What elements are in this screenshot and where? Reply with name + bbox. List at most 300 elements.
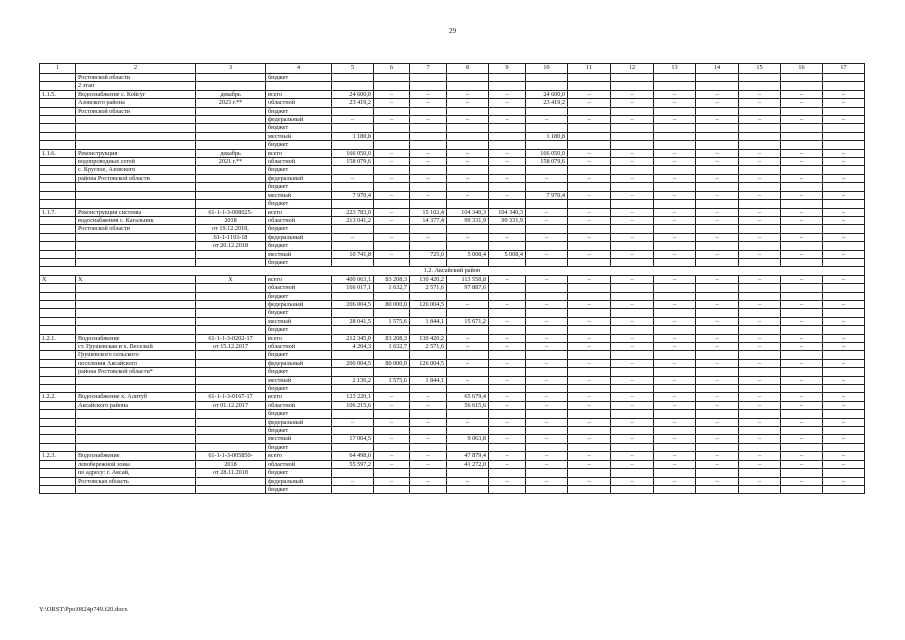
budget-source-cell: бюджет (266, 107, 332, 115)
table-row (40, 376, 865, 384)
amount-cell: – (739, 300, 781, 308)
amount-cell (568, 326, 611, 334)
document-ref-cell: 61-1-1-3-0202-17 (196, 334, 266, 342)
budget-source-cell: местный (266, 317, 332, 325)
amount-cell (374, 225, 410, 233)
amount-cell: – (489, 334, 526, 342)
table-row (40, 107, 865, 115)
amount-cell (568, 292, 611, 300)
document-ref-cell (196, 292, 266, 300)
amount-cell (654, 385, 696, 393)
amount-cell (611, 183, 654, 191)
amount-cell (781, 284, 823, 292)
item-number-cell (40, 284, 76, 292)
column-number-cell: 1 (40, 64, 76, 74)
document-ref-cell: 61-1-1-3-005850- (196, 452, 266, 460)
table-row (40, 116, 865, 124)
item-number-cell (40, 99, 76, 107)
amount-cell: – (654, 149, 696, 157)
amount-cell: – (739, 452, 781, 460)
amount-cell (611, 141, 654, 149)
document-ref-cell (196, 427, 266, 435)
budget-source-cell: всего (266, 275, 332, 283)
amount-cell (374, 183, 410, 191)
amount-cell (739, 200, 781, 208)
amount-cell: – (489, 393, 526, 401)
amount-cell (823, 385, 865, 393)
amount-cell: – (696, 435, 739, 443)
budget-source-cell: федеральный (266, 116, 332, 124)
amount-cell: – (696, 317, 739, 325)
object-name-cell (76, 242, 196, 250)
item-number-cell (40, 233, 76, 241)
amount-cell: – (739, 99, 781, 107)
amount-cell (739, 284, 781, 292)
amount-cell: – (611, 359, 654, 367)
amount-cell (568, 166, 611, 174)
amount-cell: – (654, 158, 696, 166)
amount-cell: – (489, 99, 526, 107)
amount-cell (410, 410, 447, 418)
amount-cell (654, 427, 696, 435)
amount-cell (654, 124, 696, 132)
amount-cell: – (611, 116, 654, 124)
amount-cell: – (654, 452, 696, 460)
amount-cell (374, 82, 410, 90)
amount-cell (696, 469, 739, 477)
amount-cell (568, 427, 611, 435)
amount-cell (489, 183, 526, 191)
amount-cell (374, 469, 410, 477)
budget-source-cell: бюджет (266, 292, 332, 300)
item-number-cell: 1.2.3. (40, 452, 76, 460)
item-number-cell (40, 401, 76, 409)
amount-cell: – (489, 149, 526, 157)
amount-cell: 1 844,1 (410, 317, 447, 325)
amount-cell: – (489, 275, 526, 283)
column-number-cell: 8 (447, 64, 489, 74)
amount-cell (447, 124, 489, 132)
amount-cell: – (611, 401, 654, 409)
amount-cell (410, 141, 447, 149)
amount-cell: – (489, 343, 526, 351)
table-row (40, 292, 865, 300)
amount-cell (489, 284, 526, 292)
amount-cell (489, 124, 526, 132)
document-ref-cell: от 20.12.2018 (196, 242, 266, 250)
amount-cell (696, 183, 739, 191)
amount-cell: – (781, 418, 823, 426)
object-name-cell (76, 132, 196, 140)
amount-cell: – (526, 376, 568, 384)
amount-cell: – (489, 90, 526, 98)
amount-cell (332, 292, 374, 300)
amount-cell (410, 309, 447, 317)
object-name-cell (76, 258, 196, 266)
amount-cell: – (781, 116, 823, 124)
amount-cell: – (823, 452, 865, 460)
amount-cell: – (447, 334, 489, 342)
amount-cell: 24 600,0 (332, 90, 374, 98)
amount-cell: – (611, 418, 654, 426)
amount-cell (374, 443, 410, 451)
document-ref-cell (196, 183, 266, 191)
amount-cell (611, 166, 654, 174)
item-number-cell (40, 82, 76, 90)
item-number-cell (40, 225, 76, 233)
amount-cell: – (654, 317, 696, 325)
amount-cell: – (739, 216, 781, 224)
amount-cell: – (739, 376, 781, 384)
amount-cell (611, 427, 654, 435)
amount-cell: – (739, 158, 781, 166)
item-number-cell: 1.1.6. (40, 149, 76, 157)
budget-source-cell: бюджет (266, 258, 332, 266)
document-ref-cell (196, 200, 266, 208)
amount-cell: – (739, 418, 781, 426)
amount-cell (447, 258, 489, 266)
amount-cell: – (823, 250, 865, 258)
amount-cell: 1 180,8 (526, 132, 568, 140)
amount-cell: – (447, 300, 489, 308)
document-ref-cell: Х (196, 275, 266, 283)
amount-cell (568, 132, 611, 140)
amount-cell (447, 166, 489, 174)
amount-cell: – (526, 477, 568, 485)
amount-cell (611, 284, 654, 292)
amount-cell (611, 225, 654, 233)
amount-cell (823, 132, 865, 140)
object-name-cell: Водоснабжение с. Койсуг (76, 90, 196, 98)
amount-cell: – (447, 418, 489, 426)
amount-cell: – (781, 233, 823, 241)
amount-cell (410, 166, 447, 174)
amount-cell: – (568, 275, 611, 283)
amount-cell (781, 485, 823, 493)
amount-cell: 28 041,5 (332, 317, 374, 325)
amount-cell: – (654, 435, 696, 443)
amount-cell: – (823, 317, 865, 325)
budget-source-cell: бюджет (266, 410, 332, 418)
table-row (40, 443, 865, 451)
amount-cell: – (739, 317, 781, 325)
document-ref-cell (196, 443, 266, 451)
item-number-cell (40, 116, 76, 124)
amount-cell: – (654, 393, 696, 401)
amount-cell (410, 485, 447, 493)
amount-cell (332, 351, 374, 359)
amount-cell (410, 242, 447, 250)
amount-cell (696, 258, 739, 266)
amount-cell: 113 558,8 (447, 275, 489, 283)
amount-cell (739, 74, 781, 82)
amount-cell (526, 351, 568, 359)
budget-source-cell: бюджет (266, 166, 332, 174)
amount-cell: – (410, 418, 447, 426)
item-number-cell (40, 326, 76, 334)
amount-cell (823, 124, 865, 132)
amount-cell (410, 107, 447, 115)
amount-cell: – (526, 334, 568, 342)
amount-cell (526, 368, 568, 376)
item-number-cell (40, 191, 76, 199)
object-name-cell (76, 200, 196, 208)
amount-cell: – (823, 393, 865, 401)
amount-cell: – (447, 90, 489, 98)
amount-cell (374, 368, 410, 376)
table-row (40, 158, 865, 166)
amount-cell (611, 292, 654, 300)
amount-cell: – (489, 359, 526, 367)
amount-cell (332, 410, 374, 418)
document-ref-cell: 2018 (196, 216, 266, 224)
amount-cell (654, 469, 696, 477)
amount-cell: – (568, 99, 611, 107)
amount-cell: – (739, 477, 781, 485)
item-number-cell (40, 418, 76, 426)
amount-cell: 24 600,0 (526, 90, 568, 98)
table-row (40, 410, 865, 418)
column-number-cell: 5 (332, 64, 374, 74)
item-number-cell (40, 351, 76, 359)
amount-cell (739, 132, 781, 140)
amount-cell: 126 004,5 (410, 359, 447, 367)
amount-cell: – (526, 216, 568, 224)
column-number-cell: 11 (568, 64, 611, 74)
amount-cell (654, 166, 696, 174)
amount-cell: – (611, 334, 654, 342)
amount-cell: – (374, 435, 410, 443)
amount-cell (739, 326, 781, 334)
amount-cell: – (696, 158, 739, 166)
amount-cell (526, 284, 568, 292)
budget-source-cell: областной (266, 284, 332, 292)
amount-cell: 83 208,3 (374, 275, 410, 283)
amount-cell (781, 292, 823, 300)
amount-cell: – (696, 275, 739, 283)
amount-cell (696, 443, 739, 451)
amount-cell (526, 124, 568, 132)
budget-source-cell: областной (266, 158, 332, 166)
budget-source-cell: бюджет (266, 225, 332, 233)
amount-cell (447, 309, 489, 317)
item-number-cell (40, 410, 76, 418)
amount-cell: 104 340,3 (447, 208, 489, 216)
amount-cell (611, 242, 654, 250)
amount-cell (823, 443, 865, 451)
amount-cell: – (611, 477, 654, 485)
amount-cell (332, 200, 374, 208)
amount-cell (739, 107, 781, 115)
item-number-cell (40, 141, 76, 149)
amount-cell: – (568, 401, 611, 409)
object-name-cell (76, 385, 196, 393)
table-row (40, 258, 865, 266)
object-name-cell: Грушевского сельского (76, 351, 196, 359)
object-name-cell (76, 250, 196, 258)
amount-cell: – (696, 300, 739, 308)
budget-source-cell: местный (266, 191, 332, 199)
amount-cell (781, 124, 823, 132)
item-number-cell (40, 460, 76, 468)
amount-cell (781, 107, 823, 115)
table-row (40, 132, 865, 140)
amount-cell (374, 107, 410, 115)
item-number-cell (40, 376, 76, 384)
amount-cell: – (526, 174, 568, 182)
amount-cell (696, 410, 739, 418)
amount-cell (568, 242, 611, 250)
amount-cell (374, 326, 410, 334)
item-number-cell (40, 309, 76, 317)
amount-cell: – (739, 435, 781, 443)
amount-cell: 47 879,4 (447, 452, 489, 460)
table-row (40, 284, 865, 292)
column-number-cell: 6 (374, 64, 410, 74)
amount-cell: 80 000,0 (374, 300, 410, 308)
amount-cell (781, 427, 823, 435)
amount-cell: 158 079,6 (526, 158, 568, 166)
amount-cell: – (781, 452, 823, 460)
item-number-cell (40, 124, 76, 132)
amount-cell (611, 326, 654, 334)
amount-cell (823, 485, 865, 493)
amount-cell (447, 443, 489, 451)
amount-cell (526, 309, 568, 317)
amount-cell: – (526, 359, 568, 367)
amount-cell (489, 242, 526, 250)
object-name-cell: района Ростовской области (76, 174, 196, 182)
amount-cell (568, 107, 611, 115)
amount-cell (654, 443, 696, 451)
amount-cell (611, 443, 654, 451)
amount-cell: – (781, 477, 823, 485)
amount-cell: – (781, 208, 823, 216)
amount-cell: – (489, 418, 526, 426)
amount-cell (332, 74, 374, 82)
amount-cell: – (374, 216, 410, 224)
amount-cell (332, 225, 374, 233)
amount-cell: 725,0 (410, 250, 447, 258)
amount-cell (332, 107, 374, 115)
amount-cell: – (781, 149, 823, 157)
amount-cell: – (489, 191, 526, 199)
amount-cell: 99 331,9 (489, 216, 526, 224)
amount-cell (526, 443, 568, 451)
amount-cell (781, 183, 823, 191)
amount-cell: – (568, 452, 611, 460)
amount-cell (739, 469, 781, 477)
amount-cell: 166 050,0 (526, 149, 568, 157)
amount-cell: 126 004,5 (410, 300, 447, 308)
amount-cell: 41 272,0 (447, 460, 489, 468)
amount-cell: – (374, 477, 410, 485)
amount-cell: – (611, 174, 654, 182)
amount-cell (374, 427, 410, 435)
budget-source-cell: областной (266, 99, 332, 107)
amount-cell: – (823, 477, 865, 485)
amount-cell: – (410, 435, 447, 443)
amount-cell: 15 671,2 (447, 317, 489, 325)
amount-cell (332, 385, 374, 393)
amount-cell: – (374, 158, 410, 166)
amount-cell: – (739, 208, 781, 216)
amount-cell: 23 419,2 (332, 99, 374, 107)
amount-cell: 106 215,6 (332, 401, 374, 409)
object-name-cell (76, 376, 196, 384)
object-name-cell (76, 309, 196, 317)
object-name-cell: Водоснабжение х. Алитуб (76, 393, 196, 401)
amount-cell (489, 410, 526, 418)
amount-cell: 80 000,0 (374, 359, 410, 367)
amount-cell (489, 469, 526, 477)
amount-cell (739, 485, 781, 493)
budget-source-cell: бюджет (266, 200, 332, 208)
amount-cell (739, 183, 781, 191)
amount-cell (654, 242, 696, 250)
amount-cell (739, 225, 781, 233)
amount-cell: – (611, 191, 654, 199)
item-number-cell (40, 317, 76, 325)
amount-cell (781, 368, 823, 376)
amount-cell: – (739, 174, 781, 182)
item-number-cell (40, 132, 76, 140)
item-number-cell (40, 343, 76, 351)
amount-cell (611, 351, 654, 359)
amount-cell: – (568, 376, 611, 384)
amount-cell (332, 183, 374, 191)
amount-cell (410, 225, 447, 233)
amount-cell: 64 498,0 (332, 452, 374, 460)
amount-cell: – (781, 90, 823, 98)
amount-cell: – (489, 158, 526, 166)
amount-cell (823, 74, 865, 82)
program-table (39, 63, 865, 494)
file-path-footer: Y:\ORST\Ppo\0824p749.f20.docx (39, 606, 128, 613)
amount-cell: – (696, 393, 739, 401)
table-row (40, 200, 865, 208)
column-number-row (40, 64, 865, 74)
amount-cell (696, 225, 739, 233)
amount-cell: – (696, 452, 739, 460)
amount-cell (696, 292, 739, 300)
amount-cell (823, 326, 865, 334)
amount-cell (823, 166, 865, 174)
amount-cell: – (781, 300, 823, 308)
object-name-cell (76, 191, 196, 199)
document-ref-cell: 61-1-1-3-008025- (196, 208, 266, 216)
amount-cell: 14 377,4 (410, 216, 447, 224)
amount-cell (447, 107, 489, 115)
budget-source-cell: областной (266, 343, 332, 351)
amount-cell (489, 107, 526, 115)
amount-cell: – (568, 174, 611, 182)
amount-cell: – (696, 208, 739, 216)
table-row (40, 166, 865, 174)
document-ref-cell (196, 132, 266, 140)
budget-source-cell: местный (266, 376, 332, 384)
amount-cell (781, 385, 823, 393)
amount-cell (332, 469, 374, 477)
amount-cell (739, 410, 781, 418)
item-number-cell (40, 300, 76, 308)
amount-cell (823, 368, 865, 376)
amount-cell (739, 82, 781, 90)
amount-cell (489, 74, 526, 82)
amount-cell: – (410, 477, 447, 485)
budget-source-cell: бюджет (266, 351, 332, 359)
amount-cell: 158 079,6 (332, 158, 374, 166)
